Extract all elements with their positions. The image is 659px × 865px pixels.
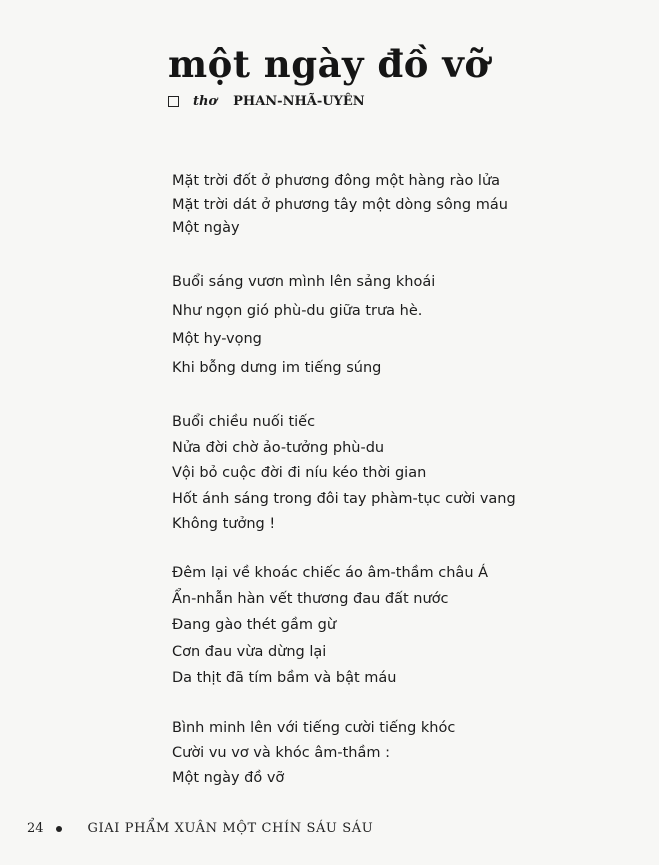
poem-line: Một ngày đồ vỡ: [172, 770, 285, 786]
poem-line: Khi bỗng dưng im tiếng súng: [172, 359, 382, 376]
poem-line: Cười vu vơ và khóc âm-thầm :: [172, 745, 391, 761]
poem-line: Ẩn-nhẫn hàn vết thương đau đất nước: [172, 591, 449, 608]
genre-label: thơ: [193, 94, 218, 109]
byline: [168, 94, 365, 109]
page-footer: [27, 821, 373, 836]
square-bullet-icon: [168, 96, 179, 107]
bullet-icon: [56, 826, 62, 832]
poem-line: Bình minh lên với tiếng cười tiếng khóc: [172, 720, 456, 736]
poem-line: Buổi chiều nuối tiếc: [172, 414, 316, 430]
poem-line: Một ngày: [172, 220, 240, 236]
poem-line: Mặt trời đốt ở phương đông một hàng rào lửa: [172, 173, 501, 189]
poem-line: Nửa đời chờ ảo-tưởng phù-du: [172, 439, 385, 456]
page-number: 24: [27, 821, 44, 836]
stanza-4: [172, 560, 488, 691]
poem-line: Đêm lại về khoác chiếc áo âm-thầm châu Á: [172, 565, 489, 581]
poem-line: Buổi sáng vươn mình lên sảng khoái: [172, 274, 436, 290]
poem-title: một ngày đồ vỡ: [168, 42, 490, 86]
poem-line: Không tưởng !: [172, 516, 276, 532]
poem-line: Cơn đau vừa dừng lại: [172, 643, 327, 660]
poem-line: Mặt trời dát ở phương tây một dòng sông máu: [172, 196, 508, 213]
poem-line: Hốt ánh sáng trong đôi tay phàm-tục cười vang: [172, 490, 516, 507]
poem-line: Da thịt đã tím bầm và bật máu: [172, 669, 397, 686]
stanza-3: [172, 410, 516, 538]
author-name: PHAN-NHÃ-UYÊN: [233, 94, 365, 109]
poem-line: Một hy-vọng: [172, 331, 262, 347]
poem-line: Vội bỏ cuộc đời đi níu kéo thời gian: [172, 465, 427, 481]
stanza-2: [172, 268, 435, 382]
poem-line: Đang gào thét gầm gừ: [172, 617, 337, 634]
publication-title: GIAI PHẨM XUÂN MỘT CHÍN SÁU SÁU: [87, 821, 374, 836]
stanza-1: [172, 170, 508, 241]
stanza-5: [172, 716, 455, 791]
poem-line: Như ngọn gió phù-du giữa trưa hè.: [172, 302, 423, 319]
